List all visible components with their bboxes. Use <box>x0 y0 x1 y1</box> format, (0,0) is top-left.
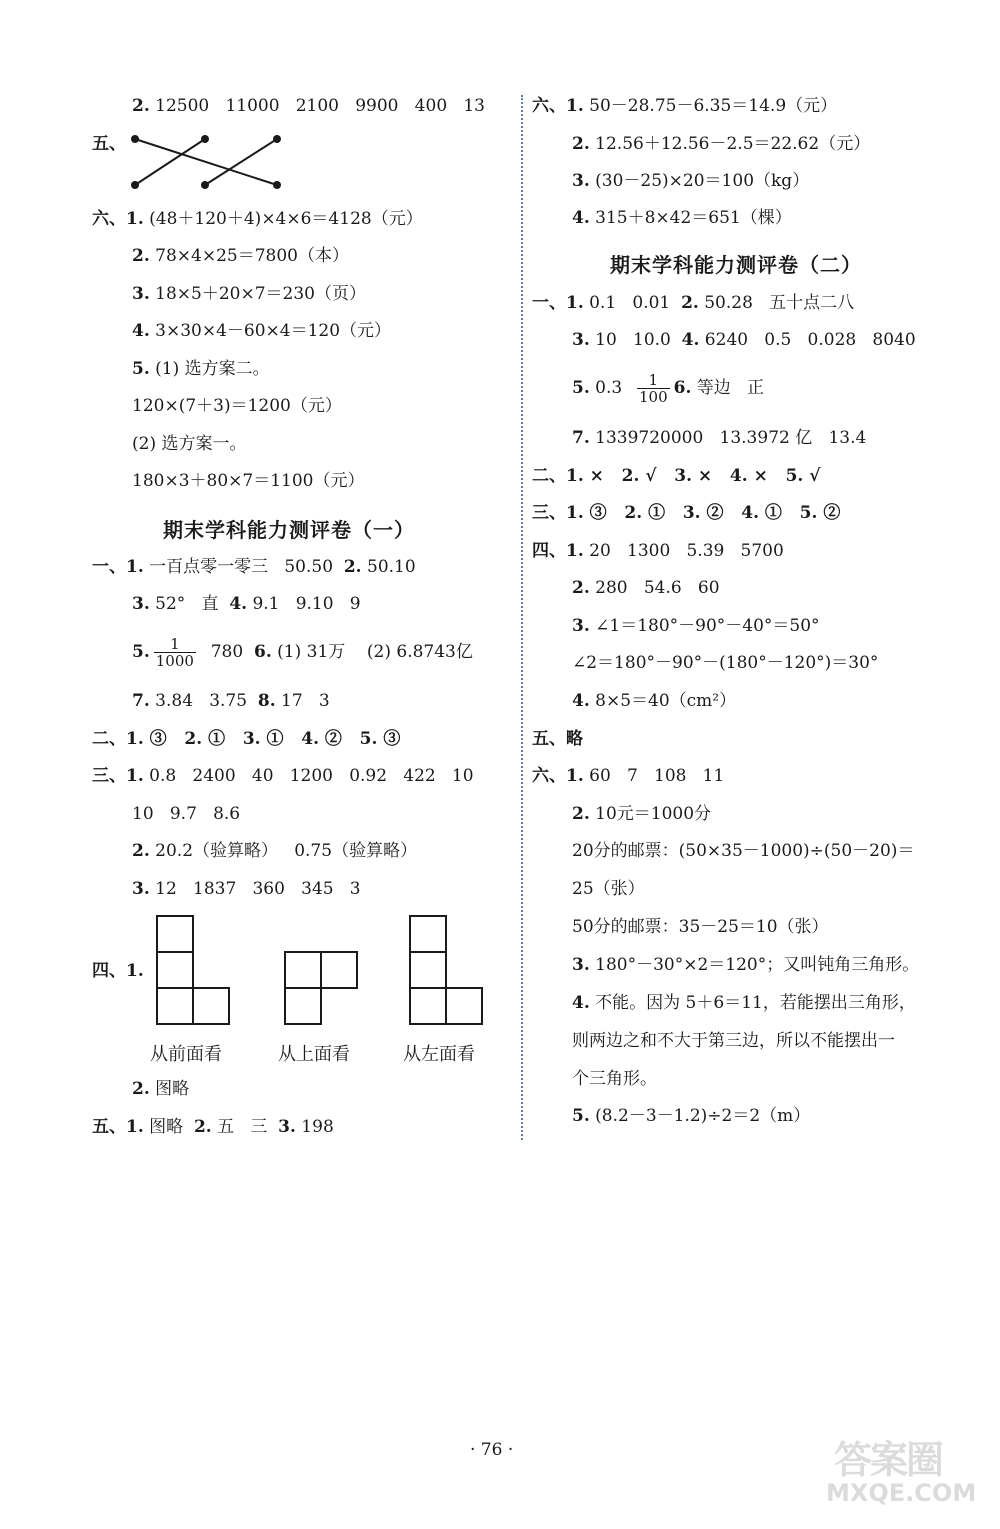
answer-text: (1) 31万 (2) 6.8743亿 <box>271 642 473 662</box>
left-q6-5b: (2) 选方案一。 <box>132 434 247 454</box>
right-a4-2 <box>572 577 720 599</box>
answer-text: 280 54.6 60 <box>589 578 720 598</box>
answer-text: 五 三 <box>211 1117 279 1137</box>
right-a4-1 <box>532 540 784 562</box>
right-a6-4 <box>572 992 916 1014</box>
left-s4-2 <box>132 1078 189 1100</box>
fraction-numerator: 1 <box>637 372 670 389</box>
answer-text: 0.3 <box>589 378 633 398</box>
item-number: 4. <box>572 208 590 228</box>
item-number: 3. <box>132 879 150 899</box>
answer-text: 12 1837 360 345 3 <box>149 879 361 899</box>
left-s3-3 <box>132 878 361 900</box>
answer-text: 图略 <box>149 1079 190 1099</box>
left-s1-5 <box>132 632 473 672</box>
right-a6-3 <box>572 954 919 976</box>
answer-text: 10元＝1000分 <box>589 804 712 824</box>
left-s1-1 <box>92 556 416 578</box>
right-a4-3 <box>572 615 820 637</box>
view-caption-top: 从上面看 <box>278 1044 350 1065</box>
answer-text: 315＋8×42＝651（棵） <box>589 208 792 228</box>
item-number: 3. <box>572 616 590 636</box>
answer-text: 1. ③ 2. ① 3. ① 4. ② 5. ③ <box>126 729 401 749</box>
answer-text: 78×4×25＝7800（本） <box>149 246 349 266</box>
item-number: 4. <box>229 594 248 614</box>
match-line <box>135 139 277 185</box>
section-title-2: 期末学科能力测评卷（二） <box>610 253 862 277</box>
item-number: 1. <box>566 96 584 116</box>
item-number: 3. <box>572 171 590 191</box>
match-dot <box>273 135 281 143</box>
item-number: 2. <box>193 1117 212 1137</box>
item-number: 5. <box>132 642 150 662</box>
answer-text: 一百点零一零三 50.50 <box>143 557 344 577</box>
answer-text: 780 <box>199 642 255 662</box>
match-dot <box>131 135 139 143</box>
left-s1-7 <box>132 690 330 712</box>
item-number: 4. <box>572 993 590 1013</box>
answer-text: 1. ③ 2. ① 3. ② 4. ① 5. ② <box>566 503 841 523</box>
item-number: 1. <box>566 293 584 313</box>
answer-text: 1339720000 13.3972 亿 13.4 <box>589 428 867 448</box>
right-a3 <box>532 502 840 524</box>
right-a5 <box>532 728 583 750</box>
answer-text: 0.8 2400 40 1200 0.92 422 10 <box>143 766 474 786</box>
answer-text: 图略 <box>143 1117 194 1137</box>
answer-text: 8×5＝40（cm²） <box>589 691 737 711</box>
matching-diagram <box>125 130 285 192</box>
cube-square <box>285 952 321 988</box>
fraction-numerator: 1 <box>154 636 196 653</box>
item-number: 4. <box>132 321 150 341</box>
left-s4-1 <box>92 960 144 982</box>
watermark-top-text: 答案圈 <box>834 1438 943 1482</box>
right-r6-2 <box>572 133 870 155</box>
answer-text: 12.56＋12.56－2.5＝22.62（元） <box>589 134 871 154</box>
item-number: 3. <box>278 1117 296 1137</box>
answer-text: 6240 0.5 0.028 8040 <box>699 330 916 350</box>
answer-text: 0.1 0.01 <box>583 293 682 313</box>
cube-square <box>410 916 446 952</box>
answer-text: 20.2（验算略） 0.75（验算略） <box>149 841 418 861</box>
item-number: 4. <box>572 691 590 711</box>
right-a2 <box>532 465 820 487</box>
item-number: 3. <box>132 594 150 614</box>
item-number: 1. <box>126 209 144 229</box>
cube-square <box>285 988 321 1024</box>
top-view-figure <box>283 950 363 1026</box>
right-a1-3 <box>572 329 916 351</box>
right-r6-1 <box>532 95 837 117</box>
view-caption-front: 从前面看 <box>150 1044 222 1065</box>
answer-text: 18×5＋20×7＝230（页） <box>149 284 366 304</box>
cube-square <box>157 988 193 1024</box>
item-number: 2. <box>681 293 699 313</box>
left-q6-3 <box>132 283 366 305</box>
watermark-bottom-text: MXQE.COM <box>826 1479 977 1507</box>
item-number: 5. <box>572 1106 590 1126</box>
item-number: 8. <box>257 691 276 711</box>
section-label: 一、 <box>92 557 126 577</box>
section-label: 三、 <box>92 766 126 786</box>
fraction-denominator: 100 <box>639 388 668 406</box>
item-number: 3. <box>132 284 150 304</box>
item-number: 2. <box>132 841 150 861</box>
left-s3-1b: 10 9.7 8.6 <box>132 804 241 824</box>
item-number: 2. <box>132 1079 150 1099</box>
match-dot <box>131 181 139 189</box>
section-title-1: 期末学科能力测评卷（一） <box>163 518 415 542</box>
section-label: 三、 <box>532 503 566 523</box>
match-dot <box>273 181 281 189</box>
right-a6-5 <box>572 1105 810 1127</box>
section-5-label: 五、 <box>92 134 126 154</box>
right-a6-2d: 50分的邮票：35－25＝10（张） <box>572 917 829 937</box>
section-label: 五、 <box>92 1117 126 1137</box>
cube-square <box>410 952 446 988</box>
left-line-1 <box>132 95 485 117</box>
page-number: · 76 · <box>470 1440 514 1460</box>
left-q6-2 <box>132 245 349 267</box>
cube-square <box>446 988 482 1024</box>
answer-text: 12500 11000 2100 9900 400 13 <box>149 96 485 116</box>
left-s1-3 <box>132 593 361 615</box>
answer-text: 50－28.75－6.35＝14.9（元） <box>583 96 838 116</box>
right-a1-5 <box>572 368 764 408</box>
answer-text: 20 1300 5.39 5700 <box>583 541 784 561</box>
left-q6-1 <box>92 208 423 230</box>
answer-text: 10 10.0 <box>589 330 682 350</box>
item-number: 6. <box>254 642 272 662</box>
column-divider <box>521 95 523 1140</box>
front-view-figure <box>155 914 235 1026</box>
answer-text: ∠1＝180°－90°－40°＝50° <box>589 616 820 636</box>
right-a6-2b: 20分的邮票：(50×35－1000)÷(50－20)＝ <box>572 841 915 861</box>
item-number: 2. <box>572 804 590 824</box>
cube-square <box>410 988 446 1024</box>
answer-text: 198 <box>295 1117 334 1137</box>
left-q6-5a: 120×(7＋3)＝1200（元） <box>132 396 342 416</box>
answer-text: 9.1 9.10 9 <box>247 594 361 614</box>
section-label: 一、 <box>532 293 566 313</box>
answer-text: (1) 选方案二。 <box>149 359 270 379</box>
left-s2 <box>92 728 400 750</box>
left-view-figure <box>408 914 488 1026</box>
right-r6-4 <box>572 207 792 229</box>
fraction <box>154 636 196 669</box>
right-a6-4b: 则两边之和不大于第三边，所以不能摆出一 <box>572 1031 895 1051</box>
section-label: 五、 <box>532 729 566 749</box>
section-label: 二、 <box>532 466 566 486</box>
view-caption-left: 从左面看 <box>403 1044 475 1065</box>
match-line <box>135 139 205 185</box>
cube-square <box>193 988 229 1024</box>
item-number: 2. <box>343 557 362 577</box>
item-number: 1. <box>126 1117 144 1137</box>
right-a6-2c: 25（张） <box>572 879 645 899</box>
item-number: 4. <box>681 330 700 350</box>
left-s3-2 <box>132 840 417 862</box>
right-a6-4c: 个三角形。 <box>572 1069 657 1089</box>
answer-text: 不能。因为 5＋6＝11，若能摆出三角形， <box>589 993 916 1013</box>
item-number: 3. <box>572 330 590 350</box>
left-s5 <box>92 1116 334 1138</box>
item-number: 1. <box>566 541 584 561</box>
item-number: 2. <box>572 578 590 598</box>
left-q6-5c: 180×3＋80×7＝1100（元） <box>132 471 365 491</box>
answer-text: 17 3 <box>275 691 330 711</box>
answer-text: 180°－30°×2＝120°；又叫钝角三角形。 <box>589 955 920 975</box>
item-number: 5. <box>132 359 150 379</box>
left-q6-5 <box>132 358 270 380</box>
answer-text: 3.84 3.75 <box>149 691 258 711</box>
answer-text: 略 <box>566 729 583 749</box>
left-q6-4 <box>132 320 391 342</box>
answer-text: (48＋120＋4)×4×6＝4128（元） <box>143 209 423 229</box>
cube-square <box>157 952 193 988</box>
item-number: 1. <box>126 961 144 981</box>
cube-square <box>321 952 357 988</box>
match-dot <box>201 181 209 189</box>
answer-text: 60 7 108 11 <box>583 766 725 786</box>
section-label: 六、 <box>532 96 566 116</box>
right-a1-1 <box>532 292 854 314</box>
right-a4-4 <box>572 690 736 712</box>
right-a6-2 <box>572 803 711 825</box>
item-number: 1. <box>126 766 144 786</box>
answer-text: (30－25)×20＝100（kg） <box>589 171 810 191</box>
item-number: 6. <box>673 378 692 398</box>
item-number: 2. <box>132 246 150 266</box>
item-number: 2. <box>132 96 150 116</box>
item-number: 7. <box>132 691 150 711</box>
item-number: 1. <box>566 766 584 786</box>
answer-text: 50.28 五十点二八 <box>698 293 855 313</box>
section-label: 二、 <box>92 729 126 749</box>
right-r6-3 <box>572 170 809 192</box>
left-s3-1 <box>92 765 474 787</box>
answer-text: 等边 正 <box>691 378 765 398</box>
match-dot <box>201 135 209 143</box>
right-a4-3b: ∠2＝180°－90°－(180°－120°)＝30° <box>572 653 879 673</box>
cube-square <box>157 916 193 952</box>
item-number: 2. <box>572 134 590 154</box>
fraction-denominator: 1000 <box>155 652 194 670</box>
section-label: 六、 <box>92 209 126 229</box>
answer-text: (8.2－3－1.2)÷2＝2（m） <box>589 1106 811 1126</box>
match-line <box>205 139 277 185</box>
right-a1-7 <box>572 427 866 449</box>
item-number: 3. <box>572 955 590 975</box>
item-number: 5. <box>572 378 590 398</box>
fraction <box>637 372 670 405</box>
answer-text: 1. × 2. √ 3. × 4. × 5. √ <box>566 466 821 486</box>
answer-text: 3×30×4－60×4＝120（元） <box>149 321 392 341</box>
item-number: 1. <box>126 557 144 577</box>
section-label: 四、 <box>92 961 126 981</box>
section-label: 四、 <box>532 541 566 561</box>
answer-text: 50.10 <box>361 557 416 577</box>
right-a6-1 <box>532 765 724 787</box>
section-label: 六、 <box>532 766 566 786</box>
watermark-logo <box>822 1429 977 1511</box>
item-number: 7. <box>572 428 590 448</box>
answer-text: 52° 直 <box>149 594 230 614</box>
